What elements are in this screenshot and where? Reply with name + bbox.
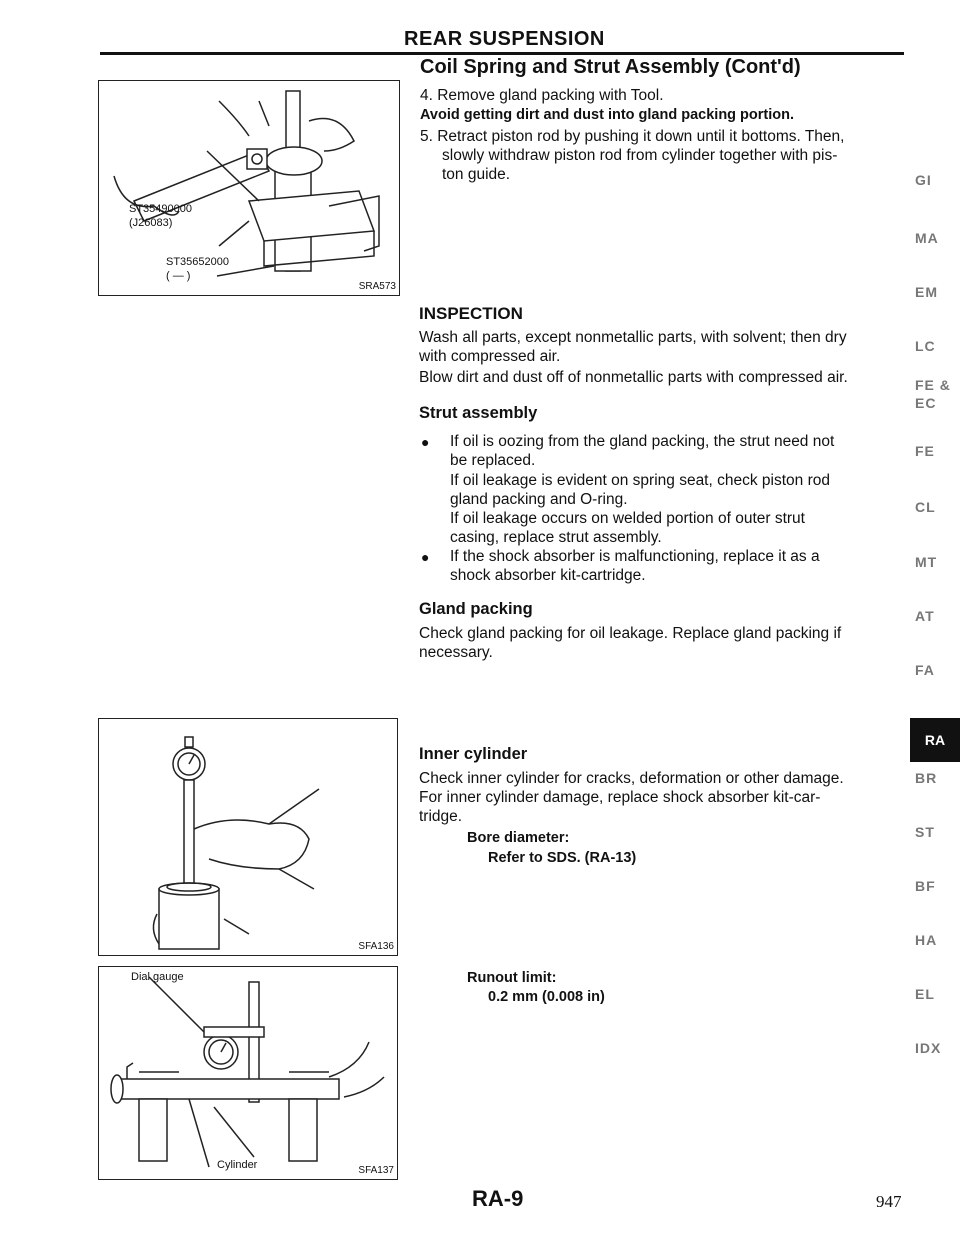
strut-heading: Strut assembly [419,404,538,422]
tab-lc[interactable]: LC [915,338,936,354]
strut-b1-line-1: If oil is oozing from the gland packing, the strut need not [450,433,835,450]
tab-bf[interactable]: BF [915,878,936,894]
strut-vice-illustration [99,81,399,295]
tab-fa[interactable]: FA [915,662,935,678]
inspection-heading: INSPECTION [419,304,523,323]
inspection-line-1: Wash all parts, except nonmetallic parts, with solvent; then dry [419,329,847,346]
footer-page-number: 947 [876,1192,902,1211]
step-4: 4. Remove gland packing with Tool. [420,87,664,104]
strut-b2-line-1: If the shock absorber is malfunctioning, replace it as a [450,548,820,565]
runout-label: Runout limit: [467,970,557,986]
step-5-line-2: slowly withdraw piston rod from cylinder together with pis- [442,147,838,164]
inner-heading: Inner cylinder [419,745,528,763]
figure-code: SFA137 [358,1165,394,1176]
section-header: REAR SUSPENSION [404,28,605,50]
tab-at[interactable]: AT [915,608,935,624]
tab-gi[interactable]: GI [915,172,932,188]
tab-fe[interactable]: FE [915,443,935,459]
figure-strut-vice [98,80,400,296]
step-5-line-3: ton guide. [442,166,511,183]
strut-b1-line-5: If oil leakage occurs on welded portion of outer strut [450,510,805,527]
bore-label: Bore diameter: [467,830,570,846]
page-title: Coil Spring and Strut Assembly (Cont'd) [420,56,801,78]
tab-el[interactable]: EL [915,986,935,1002]
tab-em[interactable]: EM [915,284,938,300]
inner-line-1: Check inner cylinder for cracks, deformation or other damage. [419,770,844,787]
tab-cl[interactable]: CL [915,499,936,515]
tab-ma[interactable]: MA [915,230,939,246]
dial-gauge-label: Dial gauge [131,971,184,983]
bullet-icon: ● [421,549,430,565]
warning-text: Avoid getting dirt and dust into gland packing portion. [420,107,795,123]
header-rule [100,52,904,55]
gland-line-2: necessary. [419,644,493,661]
figure-dial-indicator [98,718,398,956]
bore-value: Refer to SDS. (RA-13) [488,850,637,866]
tool2-label: ST35652000 [166,256,229,268]
runout-value: 0.2 mm (0.008 in) [488,989,605,1005]
bullet-icon: ● [421,434,430,450]
inner-line-3: tridge. [419,808,463,825]
figure-code: SFA136 [358,941,394,952]
strut-b2-line-2: shock absorber kit-cartridge. [450,567,646,584]
inspection-line-2: with compressed air. [419,348,561,365]
tool1-alt-label: (J26083) [129,217,173,229]
gland-heading: Gland packing [419,600,533,618]
strut-b1-line-3: If oil leakage is evident on spring seat, check piston rod [450,472,830,489]
tab-br[interactable]: BR [915,770,938,786]
cylinder-label: Cylinder [217,1159,258,1171]
tool2-alt-label: ( — ) [166,270,191,282]
tab-idx[interactable]: IDX [915,1040,942,1056]
inner-line-2: For inner cylinder damage, replace shock absorber kit-car- [419,789,821,806]
bore-gauge-illustration [99,719,397,955]
strut-b1-line-2: be replaced. [450,452,536,469]
tab-st[interactable]: ST [915,824,935,840]
figure-code: SRA573 [358,281,396,292]
footer-page-code: RA-9 [472,1186,524,1211]
gland-line-1: Check gland packing for oil leakage. Replace gland packing if [419,625,842,642]
runout-illustration [99,967,397,1179]
tab-mt[interactable]: MT [915,554,938,570]
tool1-label: ST35490000 [129,203,192,215]
inspection-line-3: Blow dirt and dust off of nonmetallic parts with compressed air. [419,369,848,386]
tab-fe-ec[interactable]: FE & EC [915,377,951,411]
strut-b1-line-4: gland packing and O-ring. [450,491,628,508]
strut-b1-line-6: casing, replace strut assembly. [450,529,662,546]
figure-runout-check [98,966,398,1180]
tab-ha[interactable]: HA [915,932,938,948]
tab-ra-active[interactable]: RA [910,718,960,762]
step-5-line-1: 5. Retract piston rod by pushing it down until it bottoms. Then, [420,128,845,145]
